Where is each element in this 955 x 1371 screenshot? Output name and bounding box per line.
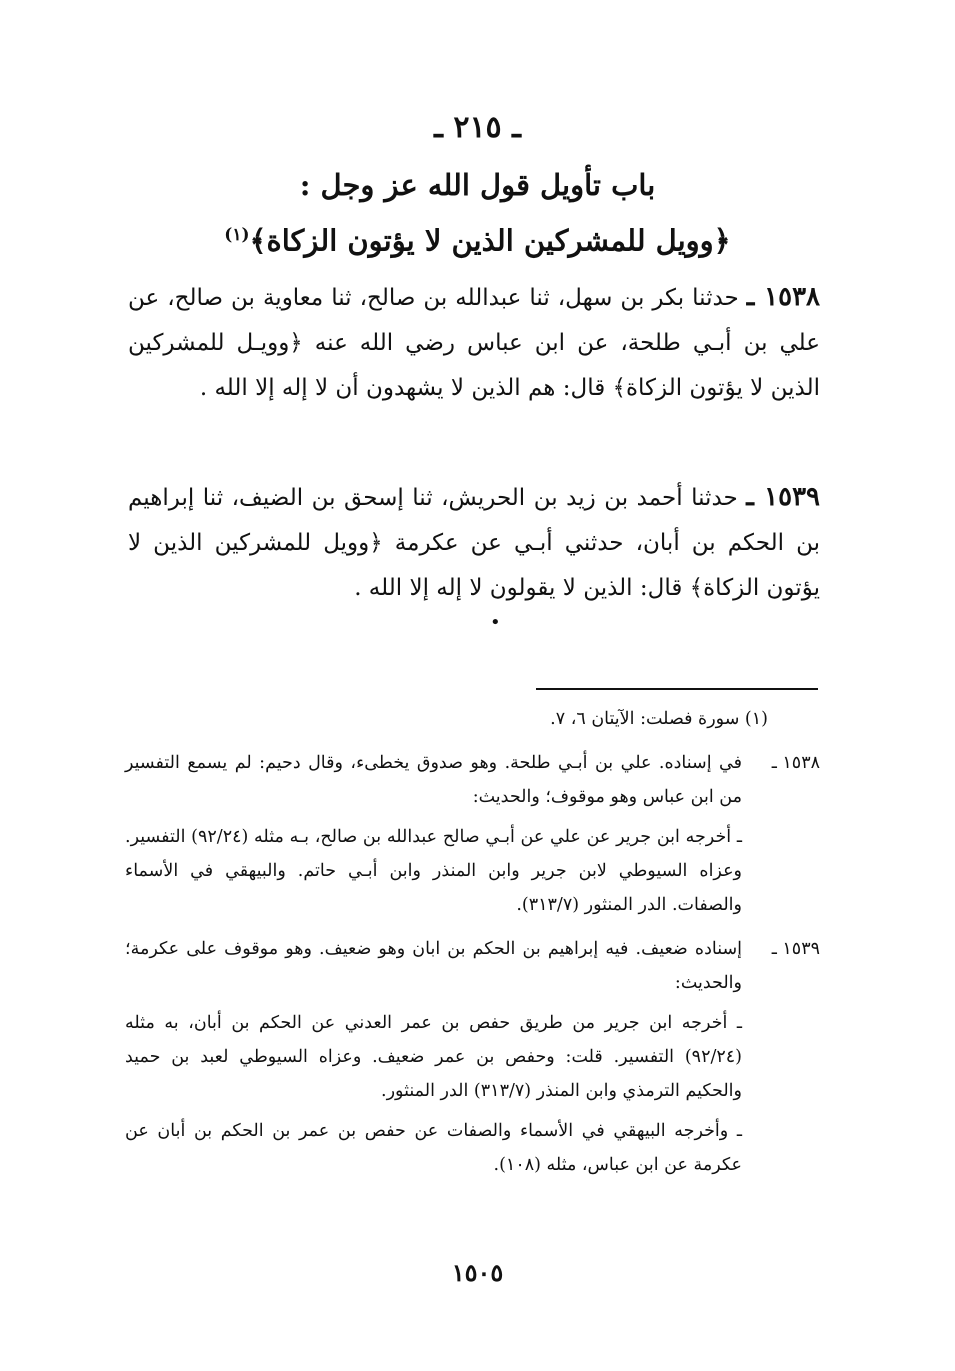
chapter-title-line2 xyxy=(120,210,835,266)
note-number: ١٥٣٩ ـ xyxy=(771,939,820,959)
hadith-text: حدثنا بكر بن سهل، ثنا عبدالله بن صالح، ثنا معاوية بن صالح، عن علي بن أبـي طلحة، عن ابن عباس رضي الله عنه ﴿وويـل للمشركين الذين لا يؤتون الزكاة﴾ قال: هم الذين لا يشهدون أن لا إله إلا الله . xyxy=(128,285,820,401)
note-sub: ـ أخرجه ابن جرير من طريق حفص بن عمر العدني عن الحكم بن أبان، به مثله (٩٢/٢٤) التفسير. قلت: وحفص بن عمر ضعيف. وعزاه السيوطي لعبد بن حميد والحكيم الترمذي وابن المنذر (٣١٣/٧) الدر المنثور. xyxy=(125,1013,742,1101)
note-number: ١٥٣٨ ـ xyxy=(771,753,820,773)
top-page-number: ـ ٢١٥ ـ xyxy=(434,110,521,145)
note-sub: ـ أخرجه ابن جرير عن علي عن أبـي صالح عبدالله بن صالح، بـه مثله (٩٢/٢٤) التفسير. وعزاه السيوطي لابن جرير وابن المنذر وابن أبـي حاتم. والبيهقي في الأسماء والصفات. الدر المنثور (٣١٣/٧). xyxy=(125,827,742,915)
hadith-1539 xyxy=(128,475,820,611)
hadith-text: حدثنا أحمد بن زيد بن الحريش، ثنا إسحق بن الضيف، ثنا إبراهيم بن الحكم بن أبان، حدثني أبـي عن عكرمة ﴿وويل للمشركين الذين لا يؤتون الزكاة﴾ قال: الذين لا يقولون لا إله إلا الله . xyxy=(128,485,820,601)
chapter-footnote-ref: (١) xyxy=(224,225,250,245)
note-body xyxy=(125,932,742,1182)
chapter-heading xyxy=(120,160,835,266)
note-1539 xyxy=(125,932,820,1182)
chapter-title-line1: باب تأويل قول الله عز وجل : xyxy=(299,168,656,202)
note-text: إسناده ضعيف. فيه إبراهيم بن الحكم بن ابان وهو ضعيف. وهو موقوف على عكرمة؛ والحديث: xyxy=(125,939,742,993)
note-body xyxy=(125,746,742,922)
bottom-page-number: ١٥٠٥ xyxy=(451,1258,504,1287)
note-text: في إسناده. علي بن أبـي طلحة. وهو صدوق يخطىء، وقال دحيم: لم يسمع التفسير من ابن عباس وهو موقوف؛ والحديث: xyxy=(125,753,742,807)
hadith-number: ١٥٣٨ ـ xyxy=(746,282,820,312)
hadith-number: ١٥٣٩ ـ xyxy=(746,482,821,512)
chapter-verse: ﴿وويل للمشركين الذين لا يؤتون الزكاة﴾ xyxy=(249,223,731,258)
footnote-separator xyxy=(536,688,818,690)
hadith-1538 xyxy=(128,275,820,411)
footnotes xyxy=(125,702,820,1182)
decorative-dot: • xyxy=(490,612,501,633)
note-sub: ـ وأخرجه البيهقي في الأسماء والصفات عن حفص بن عمر بن الحكم بن أبان عن عكرمة عن ابن عباس، مثله (١٠٨). xyxy=(125,1121,742,1175)
footnote-1: (١) سورة فصلت: الآيتان ٦، ٧. xyxy=(550,709,768,729)
note-1538 xyxy=(125,746,820,922)
